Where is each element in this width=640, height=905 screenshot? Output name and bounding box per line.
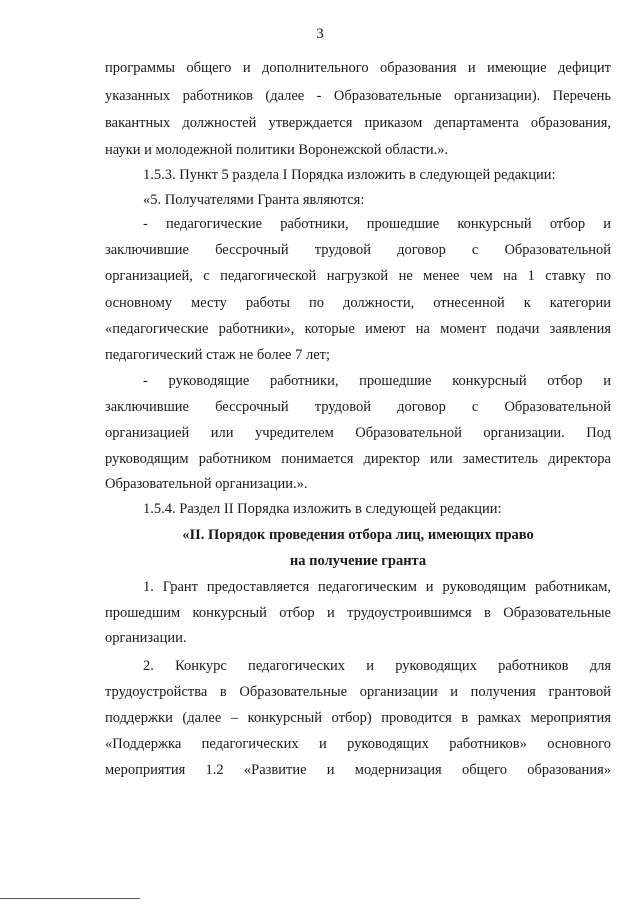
text-line: указанных работников (далее - Образовательные организации). Перечень [105, 88, 611, 104]
text-line: организации. [105, 630, 187, 646]
text-line: поддержки (далее – конкурсный отбор) проводится в рамках мероприятия [105, 710, 611, 726]
text-line: трудоустройства в Образовательные организации и получения грантовой [105, 684, 611, 700]
text-line: науки и молодежной политики Воронежской области.». [105, 142, 449, 158]
text-line: 2. Конкурс педагогических и руководящих работников для [143, 658, 611, 674]
text-line: 1. Грант предоставляется педагогическим и руководящим работникам, [143, 579, 611, 595]
text-line: организацией или учредителем Образовательной организации. Под [105, 425, 611, 441]
text-line: «5. Получателями Гранта являются: [143, 192, 365, 208]
text-line: руководящим работником понимается директор или заместитель директора [105, 451, 611, 467]
text-line: «педагогические работники», которые имеют на момент подачи заявления [105, 321, 611, 337]
text-line: программы общего и дополнительного образования и имеющие дефицит [105, 60, 611, 76]
text-line: 1.5.4. Раздел II Порядка изложить в следующей редакции: [143, 501, 502, 517]
text-line: педагогический стаж не более 7 лет; [105, 347, 331, 363]
text-line: - руководящие работники, прошедшие конкурсный отбор и [143, 373, 611, 389]
section-heading: на получение гранта [289, 553, 427, 569]
text-line: - педагогические работники, прошедшие конкурсный отбор и [143, 216, 611, 232]
footer-rule [0, 898, 140, 899]
text-line: «Поддержка педагогических и руководящих работников» основного [105, 736, 611, 752]
text-line: мероприятия 1.2 «Развитие и модернизация общего образования» [105, 762, 611, 778]
text-line: основному месту работы по должности, отнесенной к категории [105, 295, 611, 311]
page-number: 3 [316, 26, 324, 42]
section-heading: «II. Порядок проведения отбора лиц, имеющих право [182, 527, 534, 543]
text-line: заключившие бессрочный трудовой договор с Образовательной [105, 399, 611, 415]
text-line: прошедшим конкурсный отбор и трудоустроившимся в Образовательные [105, 605, 611, 621]
text-line: Образовательной организации.». [105, 476, 308, 492]
text-line: вакантных должностей утверждается приказом департамента образования, [105, 115, 611, 131]
text-line: заключившие бессрочный трудовой договор с Образовательной [105, 242, 611, 258]
text-line: организацией, с педагогической нагрузкой не менее чем на 1 ставку по [105, 268, 611, 284]
text-line: 1.5.3. Пункт 5 раздела I Порядка изложить в следующей редакции: [143, 167, 556, 183]
